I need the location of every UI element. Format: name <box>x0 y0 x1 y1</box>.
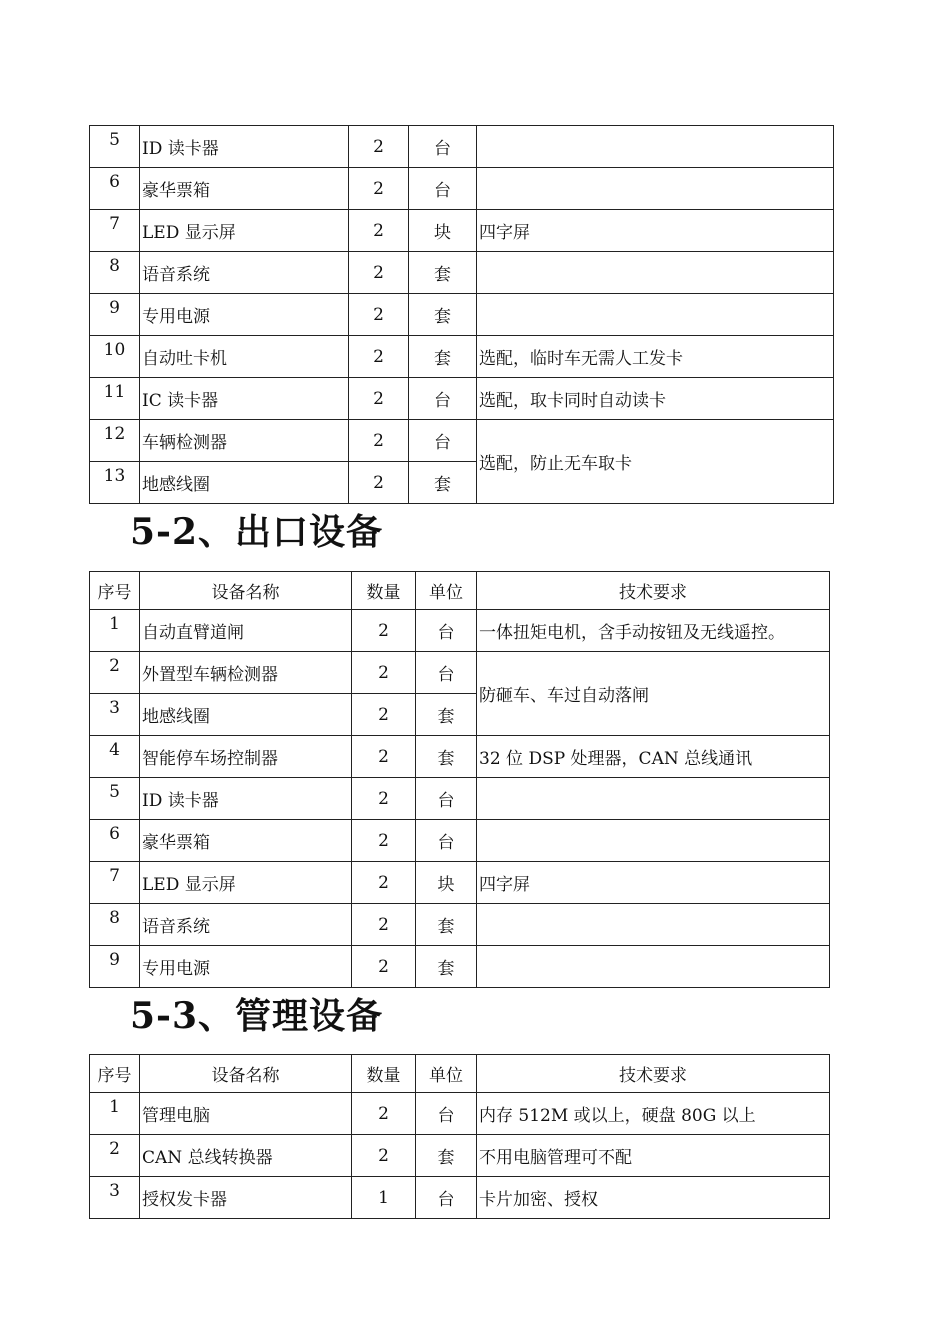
management-equipment-table <box>89 1054 830 1219</box>
table-header-row <box>90 572 830 610</box>
unit: 套 <box>409 252 477 294</box>
row-number: 1 <box>90 610 140 652</box>
table-row <box>90 294 834 336</box>
device-name: ID 读卡器 <box>140 778 352 820</box>
header-no: 序号 <box>90 572 140 610</box>
requirement <box>477 946 830 988</box>
section-heading-exit: 5-2、出口设备 <box>130 511 384 553</box>
quantity: 2 <box>349 378 409 420</box>
header-qty: 数量 <box>352 1055 416 1093</box>
section-heading-management: 5-3、管理设备 <box>130 995 384 1037</box>
quantity: 2 <box>352 694 416 736</box>
row-number: 6 <box>90 820 140 862</box>
device-name: 智能停车场控制器 <box>140 736 352 778</box>
quantity: 2 <box>349 420 409 462</box>
device-name: CAN 总线转换器 <box>140 1135 352 1177</box>
requirement: 不用电脑管理可不配 <box>477 1135 830 1177</box>
quantity: 2 <box>349 252 409 294</box>
unit: 台 <box>416 652 477 694</box>
row-number: 5 <box>90 778 140 820</box>
unit: 套 <box>416 904 477 946</box>
quantity: 2 <box>352 778 416 820</box>
requirement: 防砸车、车过自动落闸 <box>477 652 830 736</box>
requirement: 选配，取卡同时自动读卡 <box>477 378 834 420</box>
quantity: 2 <box>349 462 409 504</box>
quantity: 2 <box>352 904 416 946</box>
table-row <box>90 210 834 252</box>
table-header-row <box>90 1055 830 1093</box>
requirement <box>477 252 834 294</box>
row-number: 5 <box>90 126 140 168</box>
requirement: 四字屏 <box>477 862 830 904</box>
table-row <box>90 126 834 168</box>
device-name: 语音系统 <box>140 252 349 294</box>
table-row <box>90 736 830 778</box>
row-number: 10 <box>90 336 140 378</box>
device-name: 豪华票箱 <box>140 820 352 862</box>
row-number: 2 <box>90 1135 140 1177</box>
requirement <box>477 294 834 336</box>
header-name: 设备名称 <box>140 572 352 610</box>
quantity: 2 <box>352 610 416 652</box>
quantity: 2 <box>349 168 409 210</box>
device-name: 授权发卡器 <box>140 1177 352 1219</box>
header-name: 设备名称 <box>140 1055 352 1093</box>
row-number: 8 <box>90 252 140 294</box>
device-name: 外置型车辆检测器 <box>140 652 352 694</box>
table-row <box>90 652 830 694</box>
unit: 台 <box>416 1093 477 1135</box>
table-row <box>90 862 830 904</box>
device-name: 地感线圈 <box>140 462 349 504</box>
quantity: 2 <box>352 820 416 862</box>
quantity: 2 <box>352 1135 416 1177</box>
quantity: 2 <box>352 652 416 694</box>
row-number: 7 <box>90 862 140 904</box>
unit: 台 <box>416 778 477 820</box>
table-row <box>90 1177 830 1219</box>
requirement <box>477 168 834 210</box>
requirement: 四字屏 <box>477 210 834 252</box>
requirement: 内存 512M 或以上，硬盘 80G 以上 <box>477 1093 830 1135</box>
device-name: 地感线圈 <box>140 694 352 736</box>
unit: 台 <box>416 1177 477 1219</box>
row-number: 7 <box>90 210 140 252</box>
row-number: 2 <box>90 652 140 694</box>
device-name: 管理电脑 <box>140 1093 352 1135</box>
row-number: 3 <box>90 1177 140 1219</box>
unit: 台 <box>409 420 477 462</box>
unit: 台 <box>409 168 477 210</box>
row-number: 4 <box>90 736 140 778</box>
requirement: 选配，临时车无需人工发卡 <box>477 336 834 378</box>
requirement <box>477 820 830 862</box>
unit: 套 <box>416 1135 477 1177</box>
table-row <box>90 378 834 420</box>
quantity: 2 <box>349 336 409 378</box>
header-no: 序号 <box>90 1055 140 1093</box>
header-qty: 数量 <box>352 572 416 610</box>
unit: 块 <box>416 862 477 904</box>
unit: 台 <box>416 820 477 862</box>
device-name: IC 读卡器 <box>140 378 349 420</box>
requirement: 选配，防止无车取卡 <box>477 420 834 504</box>
quantity: 2 <box>349 294 409 336</box>
device-name: 自动直臂道闸 <box>140 610 352 652</box>
unit: 套 <box>416 946 477 988</box>
row-number: 9 <box>90 946 140 988</box>
quantity: 2 <box>352 1093 416 1135</box>
entry-equipment-table <box>89 125 834 504</box>
table-row <box>90 1093 830 1135</box>
device-name: 自动吐卡机 <box>140 336 349 378</box>
row-number: 8 <box>90 904 140 946</box>
table-row <box>90 1135 830 1177</box>
unit: 套 <box>409 336 477 378</box>
table-row <box>90 420 834 462</box>
row-number: 13 <box>90 462 140 504</box>
header-req: 技术要求 <box>477 1055 830 1093</box>
quantity: 2 <box>352 862 416 904</box>
device-name: LED 显示屏 <box>140 862 352 904</box>
header-unit: 单位 <box>416 1055 477 1093</box>
table-row <box>90 904 830 946</box>
row-number: 3 <box>90 694 140 736</box>
row-number: 11 <box>90 378 140 420</box>
header-req: 技术要求 <box>477 572 830 610</box>
device-name: 豪华票箱 <box>140 168 349 210</box>
unit: 台 <box>416 610 477 652</box>
requirement <box>477 904 830 946</box>
table-row <box>90 946 830 988</box>
row-number: 12 <box>90 420 140 462</box>
device-name: 语音系统 <box>140 904 352 946</box>
requirement <box>477 126 834 168</box>
device-name: 专用电源 <box>140 946 352 988</box>
row-number: 6 <box>90 168 140 210</box>
unit: 套 <box>416 694 477 736</box>
requirement: 32 位 DSP 处理器，CAN 总线通讯 <box>477 736 830 778</box>
table-row <box>90 336 834 378</box>
device-name: 专用电源 <box>140 294 349 336</box>
device-name: ID 读卡器 <box>140 126 349 168</box>
quantity: 2 <box>349 126 409 168</box>
unit: 台 <box>409 378 477 420</box>
unit: 套 <box>416 736 477 778</box>
unit: 套 <box>409 462 477 504</box>
unit: 台 <box>409 126 477 168</box>
table-row <box>90 252 834 294</box>
unit: 块 <box>409 210 477 252</box>
quantity: 2 <box>349 210 409 252</box>
requirement: 一体扭矩电机，含手动按钮及无线遥控。 <box>477 610 830 652</box>
device-name: 车辆检测器 <box>140 420 349 462</box>
requirement: 卡片加密、授权 <box>477 1177 830 1219</box>
quantity: 2 <box>352 946 416 988</box>
device-name: LED 显示屏 <box>140 210 349 252</box>
unit: 套 <box>409 294 477 336</box>
table-row <box>90 820 830 862</box>
header-unit: 单位 <box>416 572 477 610</box>
quantity: 2 <box>352 736 416 778</box>
table-row <box>90 610 830 652</box>
table-row <box>90 778 830 820</box>
table-row <box>90 168 834 210</box>
quantity: 1 <box>352 1177 416 1219</box>
row-number: 9 <box>90 294 140 336</box>
requirement <box>477 778 830 820</box>
row-number: 1 <box>90 1093 140 1135</box>
exit-equipment-table <box>89 571 830 988</box>
